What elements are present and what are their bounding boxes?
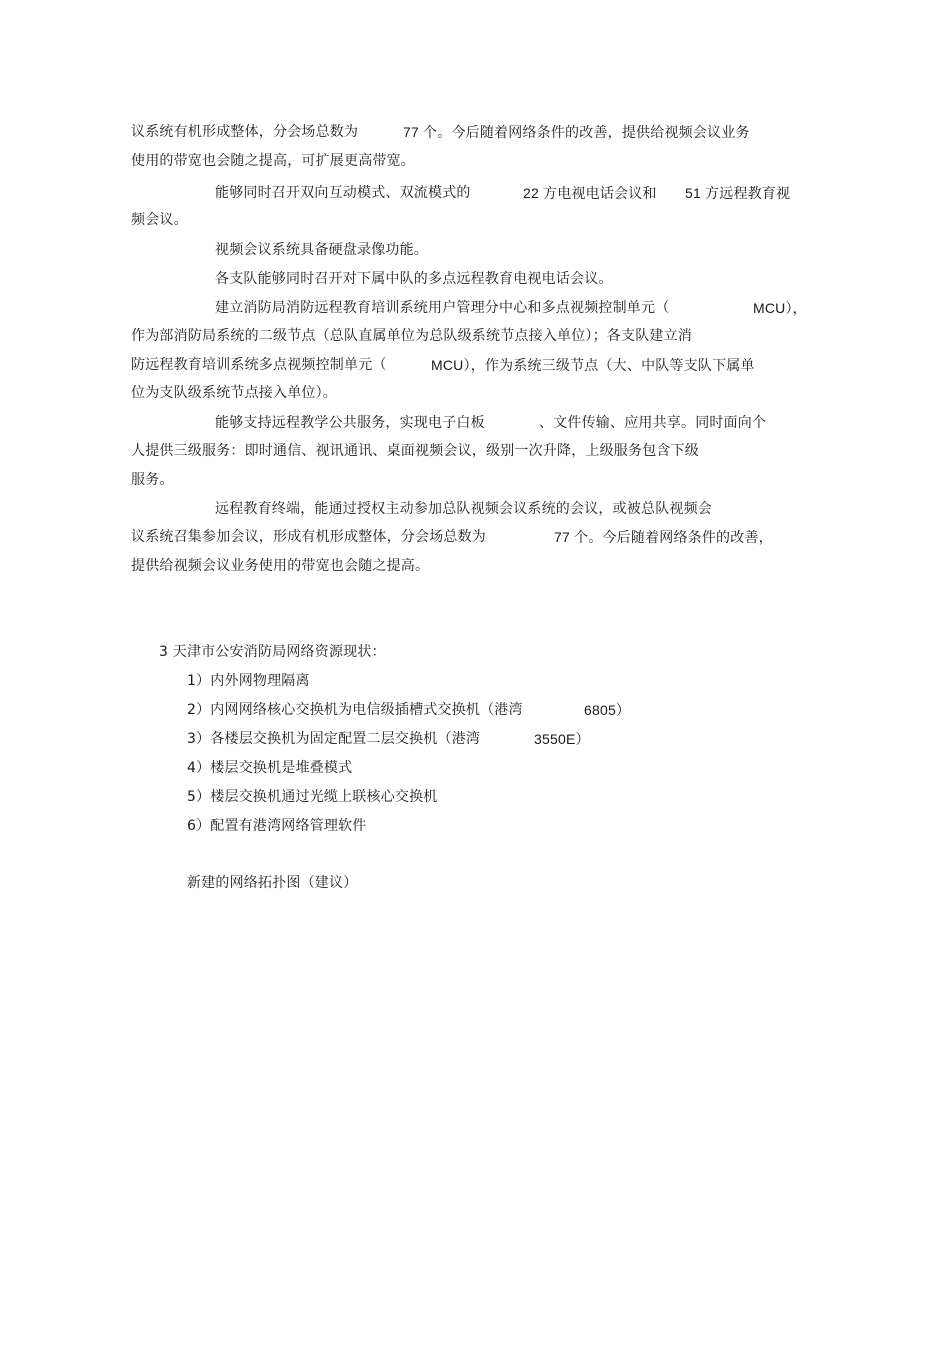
paragraph-line <box>215 184 815 202</box>
text-segment: 3）各楼层交换机为固定配置二层交换机（港湾 <box>187 731 481 747</box>
paragraph-line <box>131 528 811 546</box>
paragraph-line <box>215 299 815 317</box>
list-item <box>187 730 687 748</box>
list-item: 1）内外网物理隔离 <box>187 673 310 689</box>
paragraph-line <box>131 356 811 374</box>
text-segment: 3550E） <box>534 731 590 747</box>
list-item: 4）楼层交换机是堆叠模式 <box>187 760 353 776</box>
paragraph-line: 远程教育终端，能通过授权主动参加总队视频会议系统的会议，或被总队视频会 <box>215 501 712 517</box>
text-segment: 议系统有机形成整体，分会场总数为 <box>131 124 359 140</box>
paragraph-line: 服务。 <box>131 472 174 488</box>
figure-caption: 新建的网络拓扑图（建议） <box>187 875 358 891</box>
text-segment: 能够支持远程教学公共服务，实现电子白板 <box>215 415 485 431</box>
text-segment: 51 方远程教育视 <box>685 185 791 201</box>
text-segment: MCU），作为系统三级节点（大、中队等支队下属单 <box>431 357 755 373</box>
text-segment: 22 方电视电话会议和 <box>523 185 657 201</box>
paragraph-line: 人提供三级服务：即时通信、视讯通讯、桌面视频会议，级别一次升降，上级服务包含下级 <box>131 443 699 459</box>
paragraph-line: 使用的带宽也会随之提高，可扩展更高带宽。 <box>131 153 415 169</box>
text-segment: 77 个。今后随着网络条件的改善，提供给视频会议业务 <box>403 124 750 140</box>
text-segment: 能够同时召开双向互动模式、双流模式的 <box>215 185 471 201</box>
text-segment: 2）内网网络核心交换机为电信级插槽式交换机（港湾 <box>187 702 523 718</box>
text-segment: 、文件传输、应用共享。同时面向个 <box>539 415 767 431</box>
paragraph-line <box>215 414 815 432</box>
list-item: 6）配置有港湾网络管理软件 <box>187 818 367 834</box>
paragraph-line: 提供给视频会议业务使用的带宽也会随之提高。 <box>131 558 430 574</box>
paragraph-line <box>131 123 831 141</box>
paragraph-line: 频会议。 <box>131 212 188 228</box>
text-segment: MCU）， <box>753 300 807 316</box>
text-segment: 77 个。今后随着网络条件的改善， <box>554 529 773 545</box>
section-heading: 3 天津市公安消防局网络资源现状： <box>159 644 386 660</box>
text-segment: 防远程教育培训系统多点视频控制单元（ <box>131 357 387 373</box>
text-segment: 建立消防局消防远程教育培训系统用户管理分中心和多点视频控制单元（ <box>215 300 670 316</box>
list-item <box>187 701 687 719</box>
paragraph-line: 各支队能够同时召开对下属中队的多点远程教育电视电话会议。 <box>215 271 613 287</box>
paragraph-line: 位为支队级系统节点接入单位）。 <box>131 385 337 401</box>
paragraph-line: 作为部消防局系统的二级节点（总队直属单位为总队级系统节点接入单位）；各支队建立消 <box>131 328 692 344</box>
text-segment: 议系统召集参加会议，形成有机形成整体，分会场总数为 <box>131 529 486 545</box>
list-item: 5）楼层交换机通过光缆上联核心交换机 <box>187 789 438 805</box>
paragraph-line: 视频会议系统具备硬盘录像功能。 <box>215 242 428 258</box>
text-segment: 6805） <box>584 702 631 718</box>
